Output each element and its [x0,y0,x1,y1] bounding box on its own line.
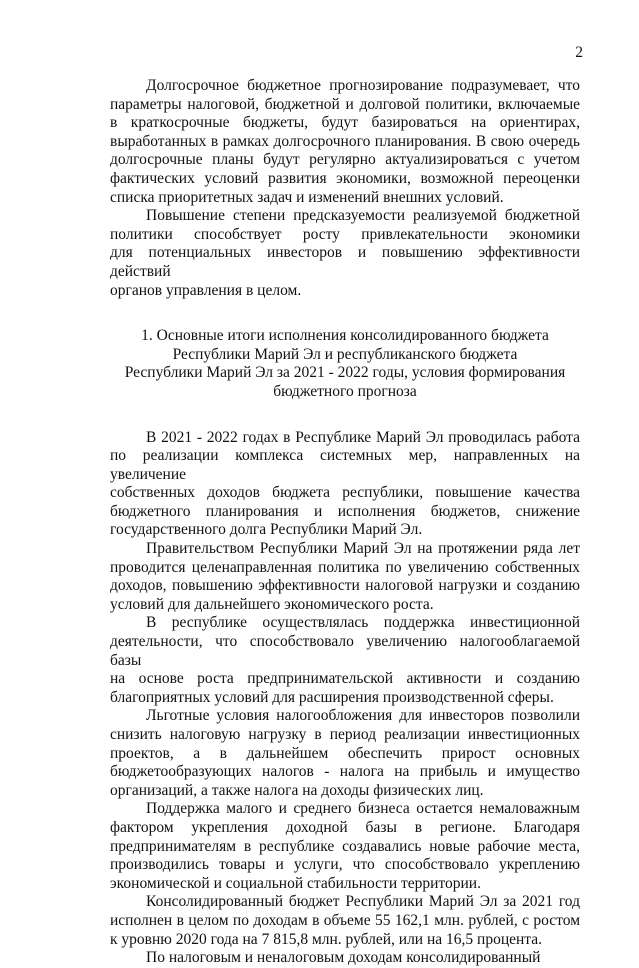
text-line: Правительством Республики Марий Эл на протяжении ряда лет [146,540,580,558]
paragraph-p2 [110,207,580,300]
page-number: 2 [575,44,583,61]
text-line: В 2021 - 2022 годах в Республике Марий Эл проводилась работа [146,428,580,446]
text-line: исполнен в целом по доходам в объеме 55 162,1 млн. рублей, с ростом [110,911,580,929]
heading-line: Республики Марий Эл и республиканского бюджета [172,345,518,363]
text-line: списка приоритетных задач и изменений внешних условий. [110,188,504,206]
paragraphs-before-heading [110,77,580,300]
text-line: государственного долга Республики Марий Эл. [110,521,423,539]
heading-line: Республики Марий Эл за 2021 - 2022 годы, условия формирования [124,364,566,382]
text-line: условий для дальнейшего экономического роста. [110,595,434,613]
paragraph-p3 [110,429,580,541]
text-line: бюджетообразующих налогов - налога на прибыль и имущество [110,763,580,781]
text-line: параметры налоговой, бюджетной и долговой политики, включаемые [110,95,580,113]
text-line: Льготные условия налогообложения для инвесторов позволили [146,707,580,725]
text-line: по реализации комплекса системных мер, направленных на увеличение [110,447,580,483]
text-line: экономической и социальной стабильности территории. [110,874,481,892]
document-body [110,77,580,968]
text-line: Поддержка малого и среднего бизнеса остается немаловажным [146,800,580,818]
paragraph-p5 [110,614,580,707]
paragraph-p7 [110,800,580,893]
text-line: органов управления в целом. [110,281,302,299]
text-line: предпринимателям в республике создавались новые рабочие места, [110,837,580,855]
text-line: собственных доходов бюджета республики, повышение качества [110,484,580,502]
text-line: производились товары и услуги, что способствовало укреплению [110,856,580,874]
text-line: фактором укрепления доходной базы в регионе. Благодаря [110,818,580,836]
text-line: в краткосрочные бюджеты, будут базироваться на ориентирах, [110,114,580,132]
heading-line: 1. Основные итоги исполнения консолидированного бюджета [141,327,549,345]
paragraph-p4 [110,540,580,614]
text-line: к уровню 2020 года на 7 815,8 млн. рублей, или на 16,5 процента. [110,930,543,948]
text-line: деятельности, что способствовало увеличению налогооблагаемой базы [110,633,580,669]
text-line: проводится целенаправленная политика по увеличению собственных [110,558,580,576]
paragraph-p1 [110,77,580,207]
text-line: фактических условий развития экономики, возможной переоценки [110,169,580,187]
text-line: снизить налоговую нагрузку в период реализации инвестиционных [110,726,580,743]
text-line: Повышение степени предсказуемости реализуемой бюджетной [146,207,580,225]
paragraph-p8 [110,893,580,949]
text-line: долгосрочные планы будут регулярно актуализироваться с учетом [110,151,580,169]
text-line: для потенциальных инвесторов и повышению эффективности действий [110,244,580,280]
section-heading [110,327,580,401]
text-line: на основе роста предпринимательской активности и созданию [110,670,580,688]
text-line: По налоговым и неналоговым доходам консолидированный [146,949,541,967]
text-line: Консолидированный бюджет Республики Марий Эл за 2021 год [146,893,580,911]
text-line: политики способствует росту привлекательности экономики [110,225,580,243]
paragraphs-after-heading [110,429,580,968]
text-line: благоприятных условий для расширения производственной сферы. [110,688,554,706]
text-line: бюджетного планирования и исполнения бюджетов, снижение [110,502,580,520]
text-line: организаций, а также налога на доходы физических лиц. [110,781,484,799]
paragraph-p6 [110,707,580,800]
text-line: выработанных в рамках долгосрочного планирования. В свою очередь [110,132,580,150]
text-line: проектов, а в дальнейшем обеспечить прирост основных [110,744,580,762]
text-line: В республике осуществлялась поддержка инвестиционной [146,614,580,632]
heading-line: бюджетного прогноза [273,382,417,400]
text-line: Долгосрочное бюджетное прогнозирование подразумевает, что [146,77,580,94]
paragraph-p9 [110,949,580,968]
text-line: доходов, повышению эффективности налоговой нагрузки и созданию [110,577,580,595]
